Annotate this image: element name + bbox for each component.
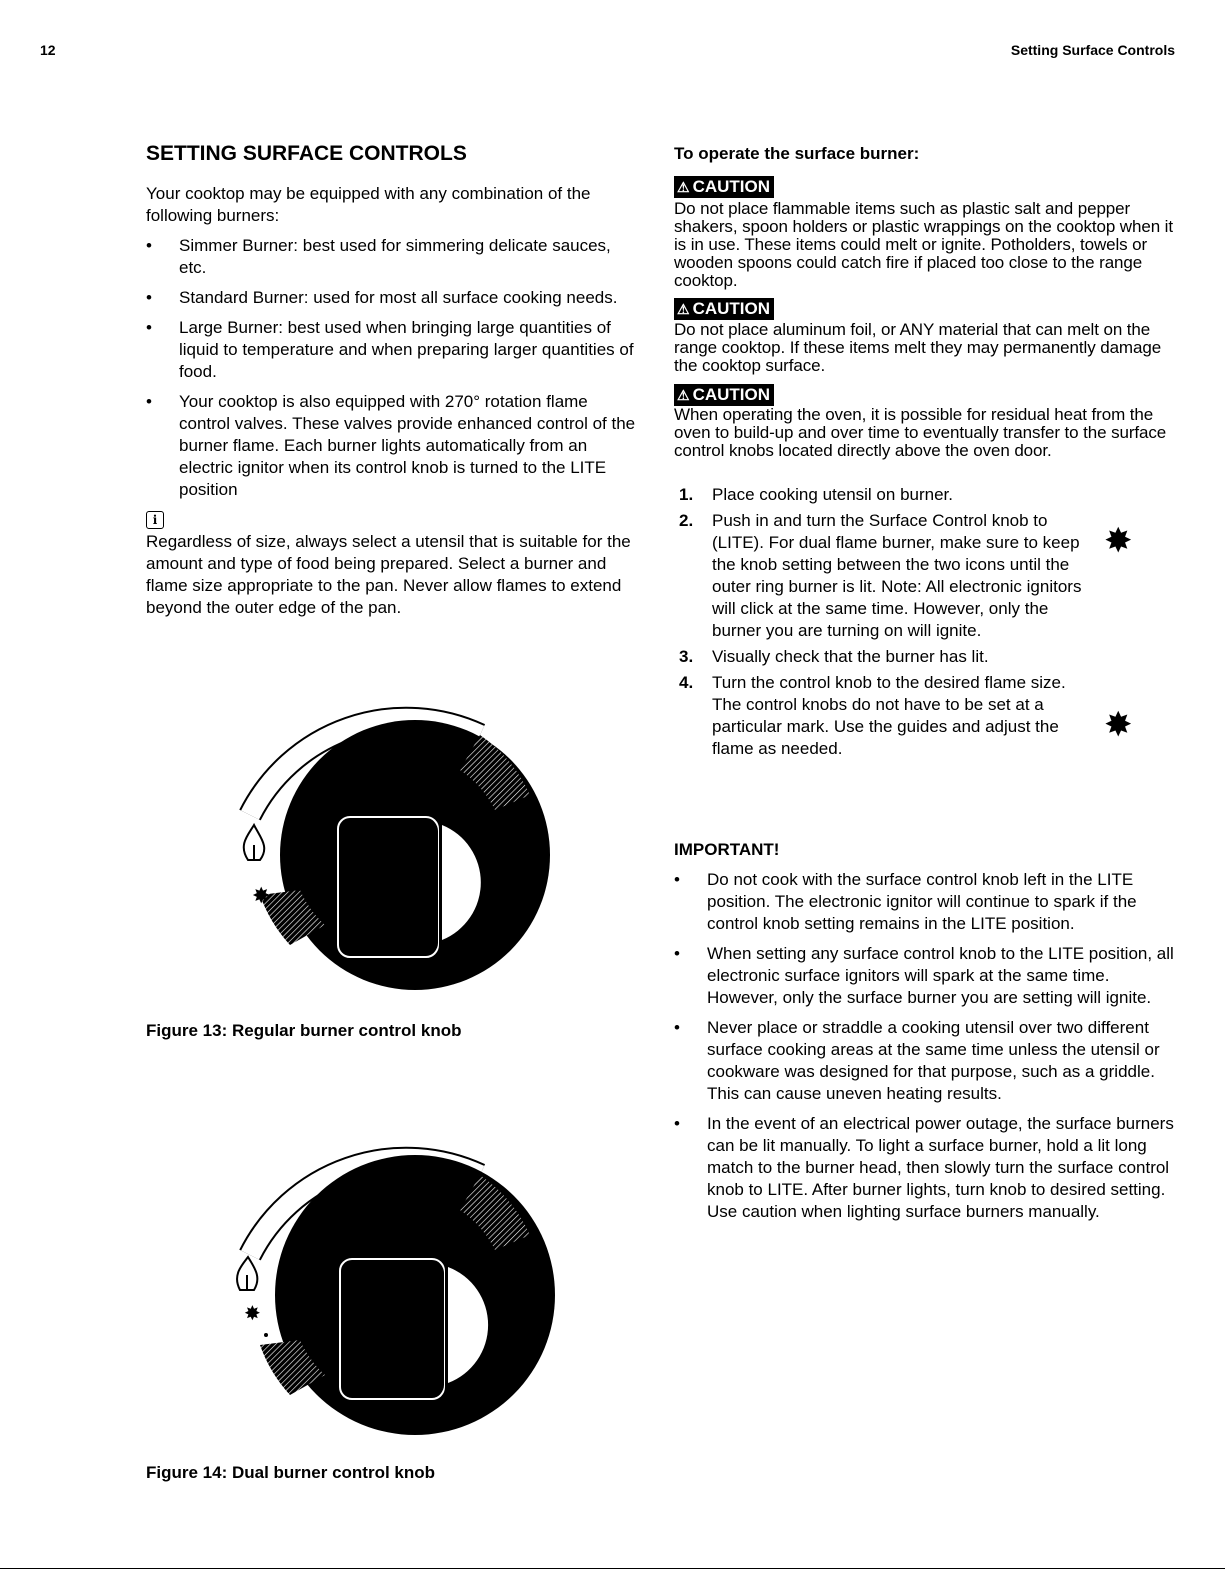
page-number: 12 — [40, 42, 56, 58]
operate-heading: To operate the surface burner: — [674, 144, 920, 163]
operate-steps — [674, 484, 1082, 764]
list-item: 1. Place cooking utensil on burner. — [679, 485, 953, 504]
caution-badge: ⚠ CAUTION — [674, 298, 774, 320]
list-item: • In the event of an electrical power outage, the surface burners can be lit manually. To light a surface burner, hold a lit long match to the burner head, then slowly turn the surface control knob to LITE. After burner lights, turn knob to desired setting. Use caution when lighting surface burners manually. — [674, 1113, 1179, 1223]
intro-paragraph: Your cooktop may be equipped with any combination of the following burners: — [146, 184, 591, 225]
list-item: • Large Burner: best used when bringing large quantities of liquid to temperature and when preparing larger quantities of food. — [146, 317, 641, 383]
list-item: 2. Push in and turn the Surface Control knob to (LITE). For dual flame burner, make sure to keep the knob setting between the two icons until the outer ring burner is lit. Note: All electronic ignitors will click at the same time. However, only the burner you are turning on will ignite. — [679, 511, 1082, 640]
list-item: • Standard Burner: used for most all surface cooking needs. — [146, 287, 641, 309]
caution-text: When operating the oven, it is possible for residual heat from the oven to build-up and over time to eventually transfer to the surface control knobs located directly above the oven door. — [674, 405, 1167, 460]
burner-types-list — [146, 235, 641, 509]
running-head: Setting Surface Controls — [1010, 42, 1175, 58]
caution-badge: ⚠ CAUTION — [674, 176, 774, 198]
regular-knob-figure — [230, 695, 570, 1015]
page-bottom-rule — [0, 1568, 1225, 1569]
info-icon: i — [146, 511, 164, 529]
spark-icon: ✸ — [252, 884, 271, 909]
figure-14-caption: Figure 14: Dual burner control knob — [146, 1463, 436, 1482]
spark-icon: ✸ — [1104, 706, 1133, 744]
caution-badge: ⚠ CAUTION — [674, 384, 774, 406]
flame-icon — [244, 825, 264, 860]
page-title: SETTING SURFACE CONTROLS — [146, 142, 467, 165]
warning-triangle-icon: ⚠ — [677, 179, 690, 195]
spark-icon: ✸ — [244, 1301, 261, 1325]
caution-text: Do not place aluminum foil, or ANY material that can melt on the range cooktop. If these items melt they may permanently damage the cooktop surface. — [674, 320, 1162, 375]
figure-13-caption: Figure 13: Regular burner control knob — [146, 1021, 462, 1040]
list-item: • Never place or straddle a cooking utensil over two different surface cooking areas at the same time unless the utensil or cookware was designed for that purpose, such as a griddle. This can cause uneven heating results. — [674, 1017, 1179, 1105]
caution-text: Do not place flammable items such as plastic salt and pepper shakers, spoon holders or plastic wrappings on the cooktop when it is in use. These items could melt or ignite. Potholders, towels or wooden spoons could catch fire if placed too close to the range cooktop. — [674, 199, 1173, 290]
list-item: • Do not cook with the surface control knob left in the LITE position. The electronic ignitor will continue to spark if the control knob setting remains in the LITE position. — [674, 869, 1179, 935]
list-item: • Simmer Burner: best used for simmering delicate sauces, etc. — [146, 235, 641, 279]
flame-icon — [237, 1257, 257, 1290]
spark-icon: ✸ — [1104, 522, 1133, 560]
list-item: • When setting any surface control knob to the LITE position, all electronic surface ignitors will spark at the same time. However, only the surface burner you are setting will ignite. — [674, 943, 1179, 1009]
dual-knob-figure — [230, 1135, 570, 1455]
info-note: Regardless of size, always select a utensil that is suitable for the amount and type of food being prepared. Select a burner and flame size appropriate to the pan. Never allow flames to extend beyond the outer edge of the pan. — [146, 532, 631, 617]
important-heading: IMPORTANT! — [674, 840, 780, 859]
important-list — [674, 869, 1179, 1231]
list-item: • Your cooktop is also equipped with 270° rotation flame control valves. These valves provide enhanced control of the burner flame. Each burner lights automatically from an electric ignitor when its control knob is turned to the LITE position — [146, 391, 641, 501]
warning-triangle-icon: ⚠ — [677, 301, 690, 317]
list-item: 4. Turn the control knob to the desired flame size. The control knobs do not have to be set at a particular mark. Use the guides and adjust the flame as needed. — [679, 673, 1066, 758]
warning-triangle-icon: ⚠ — [677, 387, 690, 403]
list-item: 3. Visually check that the burner has lit. — [679, 647, 989, 666]
